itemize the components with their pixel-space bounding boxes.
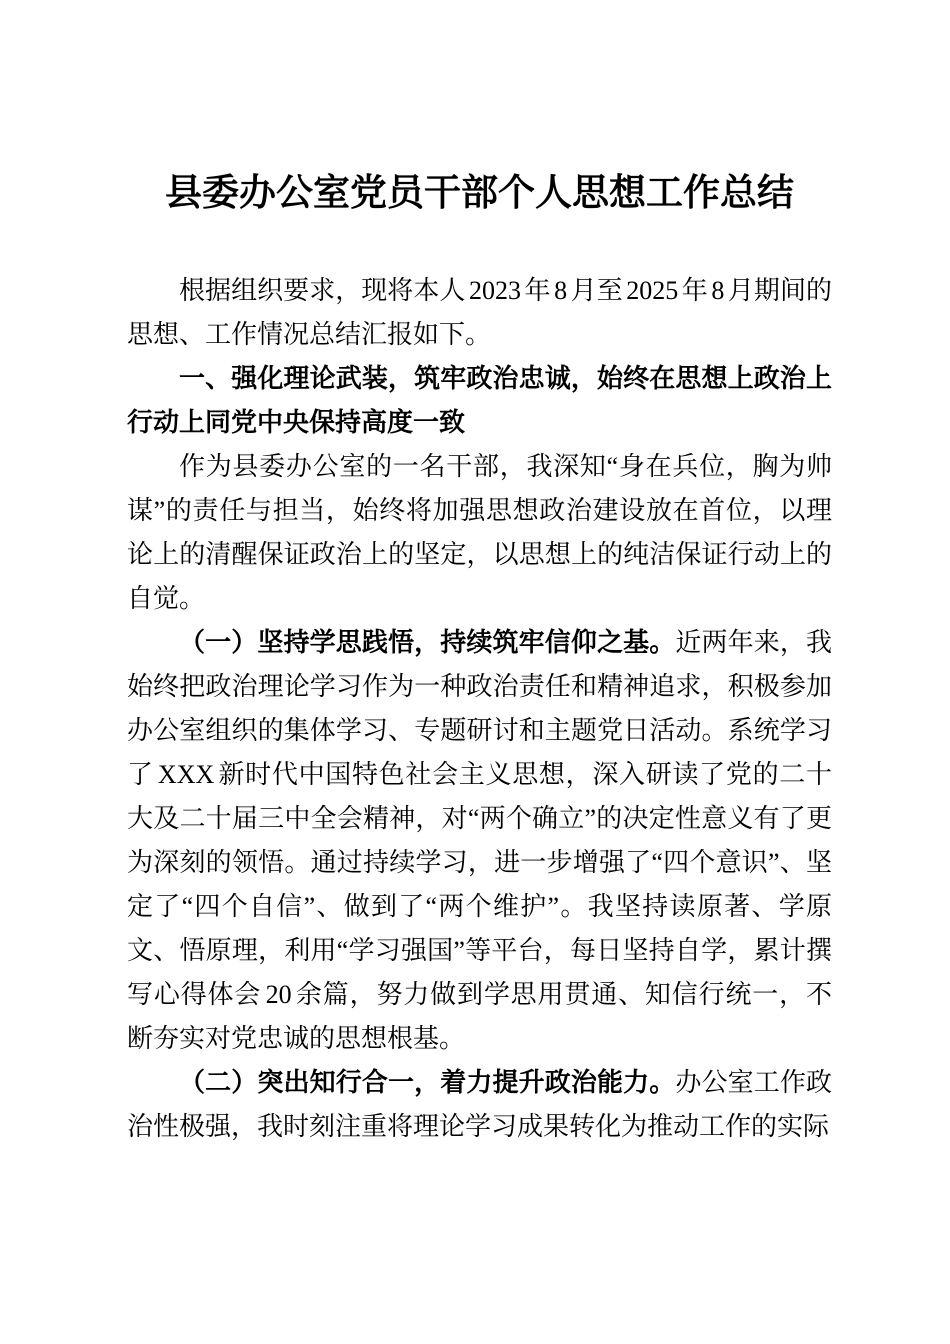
section-heading-1 (127, 357, 832, 445)
paragraph-subsection-2 (127, 1061, 832, 1149)
section-heading-text: 一、强化理论武装，筑牢政治忠诚，始终在思想上政治上行动上同党中央保持高度一致 (127, 364, 832, 437)
paragraph-text: 作为县委办公室的一名干部，我深知“身在兵位，胸为帅谋”的责任与担当，始终将加强思想政治建设放在首位，以理论上的清醒保证政治上的坚定，以思想上的纯洁保证行动上的自觉。 (127, 452, 832, 613)
subsection-2-lead: （二）突出知行合一，着力提升政治能力。 (179, 1068, 676, 1097)
document-body (127, 269, 832, 1149)
paragraph-text: 办公室工作政治性极强，我时刻注重将理论学习成果转化为推动工作的实际 (127, 1068, 832, 1141)
paragraph-text: 近两年来，我始终把政治理论学习作为一种政治责任和精神追求，积极参加办公室组织的集体学习、专题研讨和主题党日活动。系统学习了 XXX 新时代中国特色社会主义思想，深入研读了党的二十大及二十届三中全会精神，对“两个确立”的决定性意义有了更为深刻的领悟。通过持续学习，进一步增强了“四个意识”、坚定了“四个自信”、做到了“两个维护”。我坚持读原著、学原文、悟原理，利用“学习强国”等平台，每日坚持自学，累计撰写心得体会 20 余篇，努力做到学思用贯通、知信行统一，不断夯实对党忠诚的思想根基。 (127, 628, 832, 1053)
document-title: 县委办公室党员干部个人思想工作总结 (165, 173, 794, 214)
paragraph-text: 根据组织要求，现将本人 2023 年 8 月至 2025 年 8 月期间的思想、工作情况总结汇报如下。 (127, 276, 832, 349)
paragraph-subsection-1 (127, 621, 832, 1061)
paragraph-section-1-body (127, 445, 832, 621)
subsection-1-lead: （一）坚持学思践悟，持续筑牢信仰之基。 (179, 628, 676, 657)
paragraph-intro (127, 269, 832, 357)
